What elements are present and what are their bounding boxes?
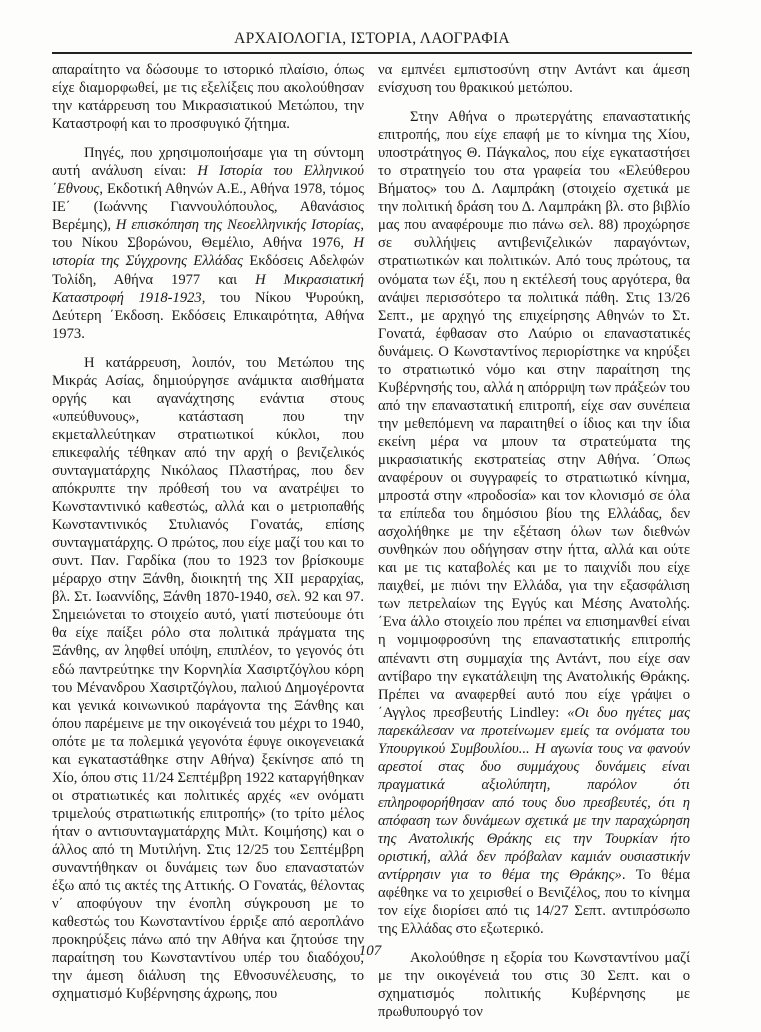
- book-title: Η επισκόπηση της Νεοελληνικής Ιστορίας: [115, 217, 361, 234]
- page-number: 107: [358, 943, 382, 959]
- quote-lindley: «Οι δυο ηγέτες μας παρεκάλεσαν να προτείνωμεν εμείς τα ονόματα του Υπουργικού Συμβουλίου... Η αγωνία τους να φανούν αρεστοί στας δυο συμμάχους δυνάμεις είναι πραγματικά αξιολύπητη, παρόλον ότι επληροφορήθησαν από τους δυο πρεσβευτές, ότι η απόφαση των δυνάμεων σχετικά με την παραχώρηση της Ανατολικής Θράκης εις την Τουρκίαν ήτο οριστική, αλλά δεν πρόβαλαν καμιάν ουσιαστικήν αντίρρησιν για το θέμα της Θράκης»: [378, 704, 690, 884]
- book-title: Η ιστορία της Σύγχρονης Ελλάδας: [52, 235, 364, 270]
- left-column: [52, 61, 364, 1014]
- text-run: . Το θέμα αφέθηκε να το χειρισθεί ο Βενιζέλος, που το κίνημα τον είχε διορίσει από τις 14/27 Σεπτ. αντιπρόσωπο της Ελλάδας στο εξωτερικό.: [378, 867, 690, 938]
- book-title: Η Ιστορία του Ελληνικού ΄Εθνους: [52, 163, 364, 198]
- header-rule: [52, 52, 692, 54]
- book-title: Η Μικρασιατική Καταστροφή 1918-1923: [52, 271, 364, 306]
- text-run: , του Νίκου Σβορώνου, Θεμέλιο, Αθήνα 1976,: [52, 217, 365, 252]
- right-column: [378, 61, 690, 1032]
- paragraph-exile: Ακολούθησε η εξορία του Κωνσταντίνου μαζί με την οικογένειά του στις 30 Σεπτ. και ο σχηματισμός πολιτικής Κυβέρνησης με πρωθυπουργό τον: [378, 950, 690, 1021]
- text-run: Εκδόσεις Αδελφών Τολίδη, Αθήνα 1977 και: [52, 253, 364, 288]
- text-run: Στην Αθήνα ο πρωτεργάτης επαναστατικής επιτροπής, που είχε επαφή με το κίνημα της Χίου, υποστράτηγος Θ. Πάγκαλος, που είχε εγκαταστήσει το στρατηγείο του στα γραφεία του «Ελεύθερου Βήματος» του Δ. Λαμπράκη (στοιχείο σχετικά με την πολιτική δράση του Δ. Λαμπράκη βλ. στο βιβλίο μας που αναφέρουμε πιο πάνω σελ. 88) προχώρησε σε συλλήψεις αντιβενιζελικών παραγόντων, στρατιωτικών και πολιτικών. Από τους πρώτους, τα ονόματα των έξι, που η εκτέλεσή τους αργότερα, θα ανάψει περισσότερο τα πολιτικά πάθη. Στις 13/26 Σεπτ., με αρχηγό της επιχείρησης Αθηνών το Στ. Γονατά, έφθασαν στο Λαύριο οι επαναστατικές δυνάμεις. Ο Κωνσταντίνος περιορίστηκε να κηρύξει το στρατιωτικό νόμο και στην παραίτηση της Κυβέρνησής του, αλλά η απόρριψη των πράξεών του από την επαναστατική επιτροπή, είχε σαν συνέπεια την μεθεπόμενη να παραιτηθεί ο ίδιος και την ίδια εκείνη μέρα να μπουν τα στρατεύματα της μικρασιατικής εκστρατείας στην Αθήνα. ΄Οπως αναφέρουν οι συγγραφείς το στρατιωτικό κίνημα, μπροστά στην «προδοσία» και τον κλονισμό σε όλα τα επίπεδα του δημόσιου βίου της Ελλάδας, δεν ασχολήθηκε με την εξέταση όλων των διεθνών συνθηκών που οδήγησαν στην ήττα, αλλά και ούτε και με τις καταβολές και με το παιχνίδι που είχε παιχθεί, με πιόνι την Ελλάδα, για την εξασφάλιση των πετρελαίων της Εγγύς και Μέσης Ανατολής. ΄Ενα άλλο στοιχείο που πρέπει να επισημανθεί είναι η νομιμοφροσύνη της επαναστατικής επιτροπής απέναντι στη συμμαχία της Αντάντ, που είχε σαν αντίβαρο την εγκατάλειψη της Ανατολικής Θράκης. Πρέπει να αναφερθεί αυτό που είχε γράψει ο ΄Αγγλος πρεσβευτής Lindley:: [378, 109, 690, 721]
- text-run: Πηγές, που χρησιμοποιήσαμε για τη σύντομη αυτή ανάλυση είναι:: [52, 145, 364, 180]
- paragraph-collapse: Η κατάρρευση, λοιπόν, του Μετώπου της Μικράς Ασίας, δημιούργησε ανάμικτα αισθήματα οργής και αγανάχτησης ενάντια στους «υπεύθυνους», κατάσταση που την εκμεταλλεύτηκαν στρατιωτικοί κύκλοι, που επικεφαλής τέθηκαν από την αρχή ο βενιζελικός συνταγματάρχης Νικόλαος Πλαστήρας, που δεν απόκρυπτε την πρόθεσή του να ανατρέψει το Κωνσταντινικό καθεστώς, αλλά και ο μετριοπαθής Κωνσταντινικός Στυλιανός Γονατάς, επίσης συνταγματάρχης. Ο πρώτος, που είχε μαζί του και το συντ. Παν. Γαρδίκα (που το 1923 τον βρίσκουμε μέραρχο στην Ξάνθη, διοικητή της ΧΙΙ μεραρχίας, βλ. Στ. Ιωαννίδης, Ξάνθη 1870-1940, σελ. 92 και 97. Σημειώνεται το στοιχείο αυτό, γιατί πιστεύουμε ότι θα είχε παίξει ρόλο στα πολιτικά πράγματα της Ξάνθης, αν ληφθεί υπόψη, επιπλέον, το γεγονός ότι εδώ παντρεύτηκε την Κορνηλία Χασιρτζόγλου κόρη του Μένανδρου Χασιρτζόγλου, παλιού Δημογέροντα και γενικά κοινωνικού παράγοντα της Ξάνθης και όπου παρέμεινε με την οικογένειά του μέχρι το 1940, οπότε με τα πολεμικά γεγονότα έφυγε οικογενειακά και εγκαταστάθηκε στην Αθήνα) ξεκίνησε από τη Χίο, όπου στις 11/24 Σεπτέμβρη 1922 καταργήθηκαν οι στρατιωτικές και πολιτικές αρχές «εν ονόματι τριμελούς στρατιωτικής επιτροπής» (το τρίτο μέλος ήταν ο αντισυνταγματάρχης Μιλτ. Κοιμήσης) και ο άλλος από τη Μυτιλήνη. Στις 12/25 του Σεπτέμβρη συναντήθηκαν οι δυνάμεις των δυο επαναστατών έξω από τις ακτές της Αττικής. Ο Γονατάς, θέλοντας ν΄ αποφύγουν την ένοπλη σύγκρουση με το καθεστώς του Κωνσταντίνου έρριξε από αεροπλάνο προκηρύξεις πάνω από την Αθήνα και ζητούσε την παραίτηση του Κωνσταντίνου υπέρ του διαδόχου, την άμεση διάλυση της Εθνοσυνέλευσης, το σχηματισμό Κυβέρνησης άχρωης, που: [52, 354, 364, 1003]
- text-run: , Εκδοτική Αθηνών Α.Ε., Αθήνα 1978, τόμος ΙΕ΄ (Ιωάννης Γιαννουλόπουλος, Αθανάσιος Βερέμης),: [52, 181, 364, 234]
- paragraph-athens: [378, 108, 690, 938]
- paragraph-sources: [52, 144, 364, 343]
- paragraph-continuation: απαραίτητο να δώσουμε το ιστορικό πλαίσιο, όπως είχε διαμορφωθεί, με τις εξελίξεις που ακολούθησαν την κατάρρευση του Μικρασιατικού Μετώπου, την Καταστροφή και το προσφυγικό ζήτημα.: [52, 62, 364, 133]
- text-run: , του Νίκου Ψυρούκη, Δεύτερη ΄Εκδοση. Εκδόσεις Επικαιρότητα, Αθήνα 1973.: [52, 289, 365, 342]
- paragraph-continuation: να εμπνέει εμπιστοσύνη στην Αντάντ και άμεση ενίσχυση του θρακικού μετώπου.: [378, 62, 690, 97]
- running-title: ΑΡΧΑΙΟΛΟΓΙΑ, ΙΣΤΟΡΙΑ, ΛΑΟΓΡΑΦΙΑ: [234, 30, 510, 47]
